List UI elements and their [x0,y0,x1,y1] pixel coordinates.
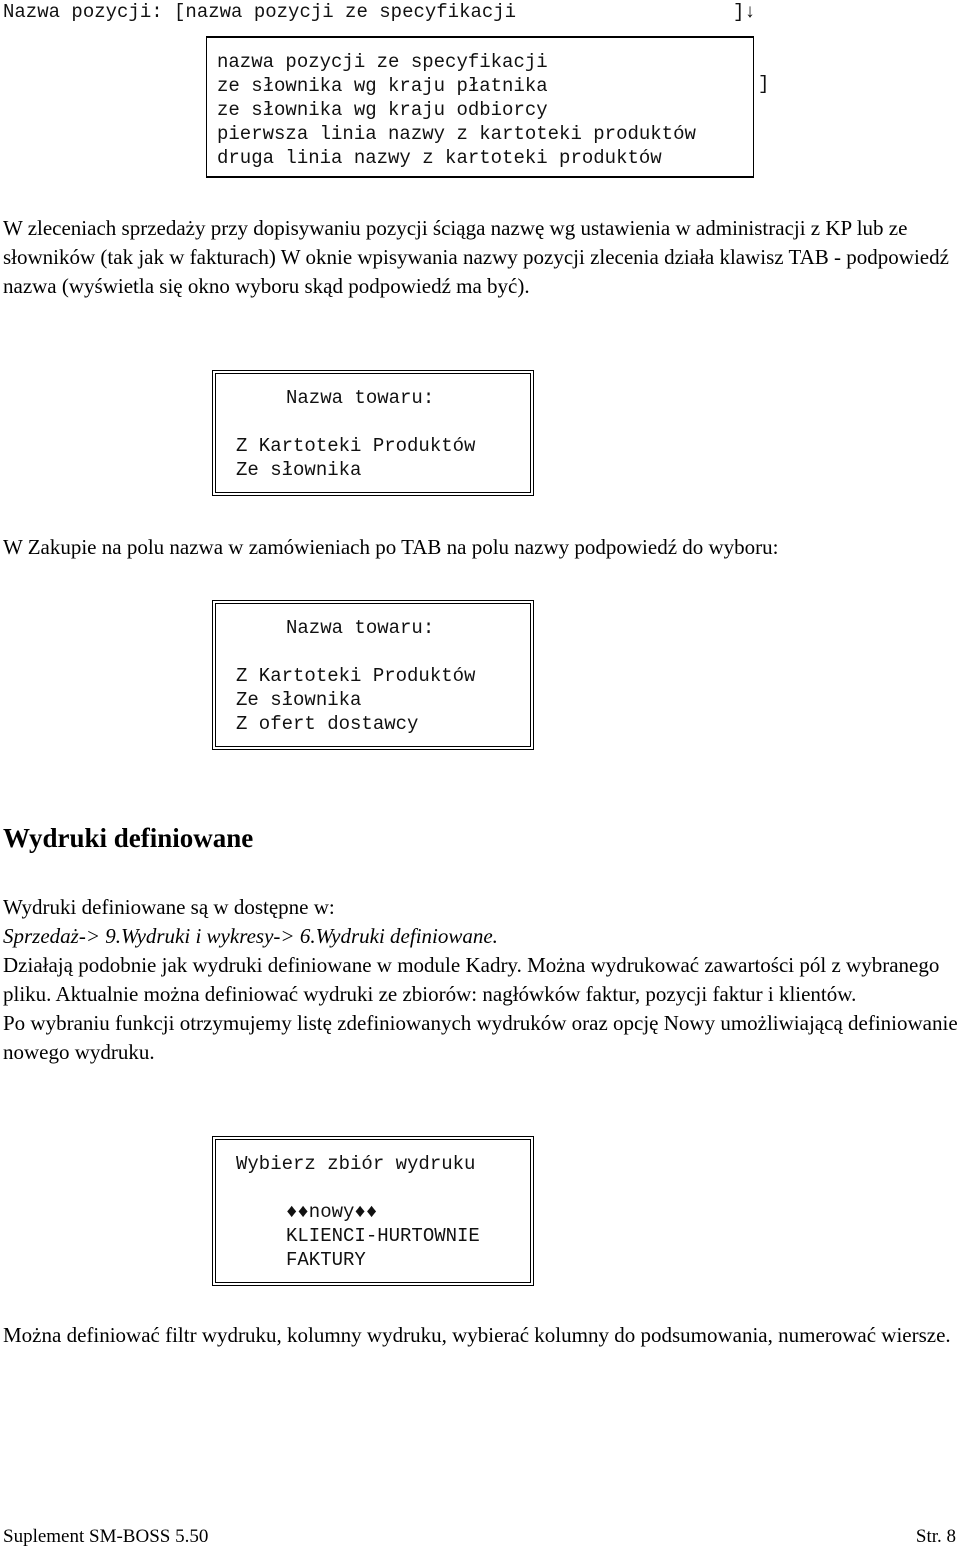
menu-path: Sprzedaż-> 9.Wydruki i wykresy-> 6.Wydruki definiowane. [3,924,498,948]
paragraph-filters [3,1321,958,1350]
name-source-dropdown[interactable] [206,36,754,178]
paragraph-sales-orders [3,214,958,301]
dropdown-option[interactable]: nazwa pozycji ze specyfikacji [217,51,548,73]
menu-item-dictionary[interactable]: Ze słownika [236,459,362,481]
dropdown-option[interactable]: ze słownika wg kraju płatnika [217,75,548,97]
dropdown-option[interactable]: druga linia nazwy z kartoteki produktów [217,147,662,169]
menu-item-supplier-offers[interactable]: Z ofert dostawcy [236,713,419,735]
menu-title: Nazwa towaru: [286,617,435,639]
menu-item-new[interactable]: ♦♦nowy♦♦ [286,1201,378,1223]
print-set-menu [212,1136,534,1286]
field-bracket: ] [758,73,770,95]
paragraph-text: Można definiować filtr wydruku, kolumny wydruku, wybierać kolumny do podsumowania, numerować wiersze. [3,1323,951,1347]
name-field-label: Nazwa pozycji: [nazwa pozycji ze specyfikacji [3,1,517,23]
page-number: Str. 8 [915,1526,956,1547]
section-line: Po wybraniu funkcji otrzymujemy listę zdefiniowanych wydruków oraz opcję Nowy umożliwiającą definiowanie nowego wydruku. [3,1011,958,1064]
paragraph-text: W zleceniach sprzedaży przy dopisywaniu pozycji ściąga nazwę wg ustawienia w administracji z KP lub ze słowników (tak jak w fakturach) W oknie wpisywania nazwy pozycji zlecenia działa klawisz TAB - podpowiedź nazwa (wyświetla się okno wyboru skąd podpowiedź ma być). [3,216,949,298]
section-line: Wydruki definiowane są w dostępne w: [3,895,335,919]
footer-title: Suplement SM-BOSS 5.50 [3,1526,209,1547]
paragraph-text: W Zakupie na polu nazwa w zamówieniach po TAB na polu nazwy podpowiedź do wyboru: [3,535,779,559]
paragraph-purchases [3,533,958,562]
dropdown-option[interactable]: ze słownika wg kraju odbiorcy [217,99,548,121]
section-heading: Wydruki definiowane [3,823,254,853]
menu-item-invoices[interactable]: FAKTURY [286,1249,366,1271]
menu-item-product-file[interactable]: Z Kartoteki Produktów [236,665,476,687]
product-name-menu-purchase [212,600,534,750]
section-line: Działają podobnie jak wydruki definiowane w module Kadry. Można wydrukować zawartości pól z wybranego pliku. Aktualnie można definiować wydruki ze zbiorów: nagłówków faktur, pozycji faktur i klientów. [3,953,940,1006]
menu-item-clients[interactable]: KLIENCI-HURTOWNIE [286,1225,480,1247]
dropdown-toggle[interactable]: ]↓ [733,1,756,23]
section-body [3,893,958,1067]
menu-title: Nazwa towaru: [286,387,435,409]
product-name-menu [212,370,534,496]
menu-item-dictionary[interactable]: Ze słownika [236,689,362,711]
dropdown-option[interactable]: pierwsza linia nazwy z kartoteki produktów [217,123,696,145]
menu-item-product-file[interactable]: Z Kartoteki Produktów [236,435,476,457]
menu-title: Wybierz zbiór wydruku [236,1153,476,1175]
